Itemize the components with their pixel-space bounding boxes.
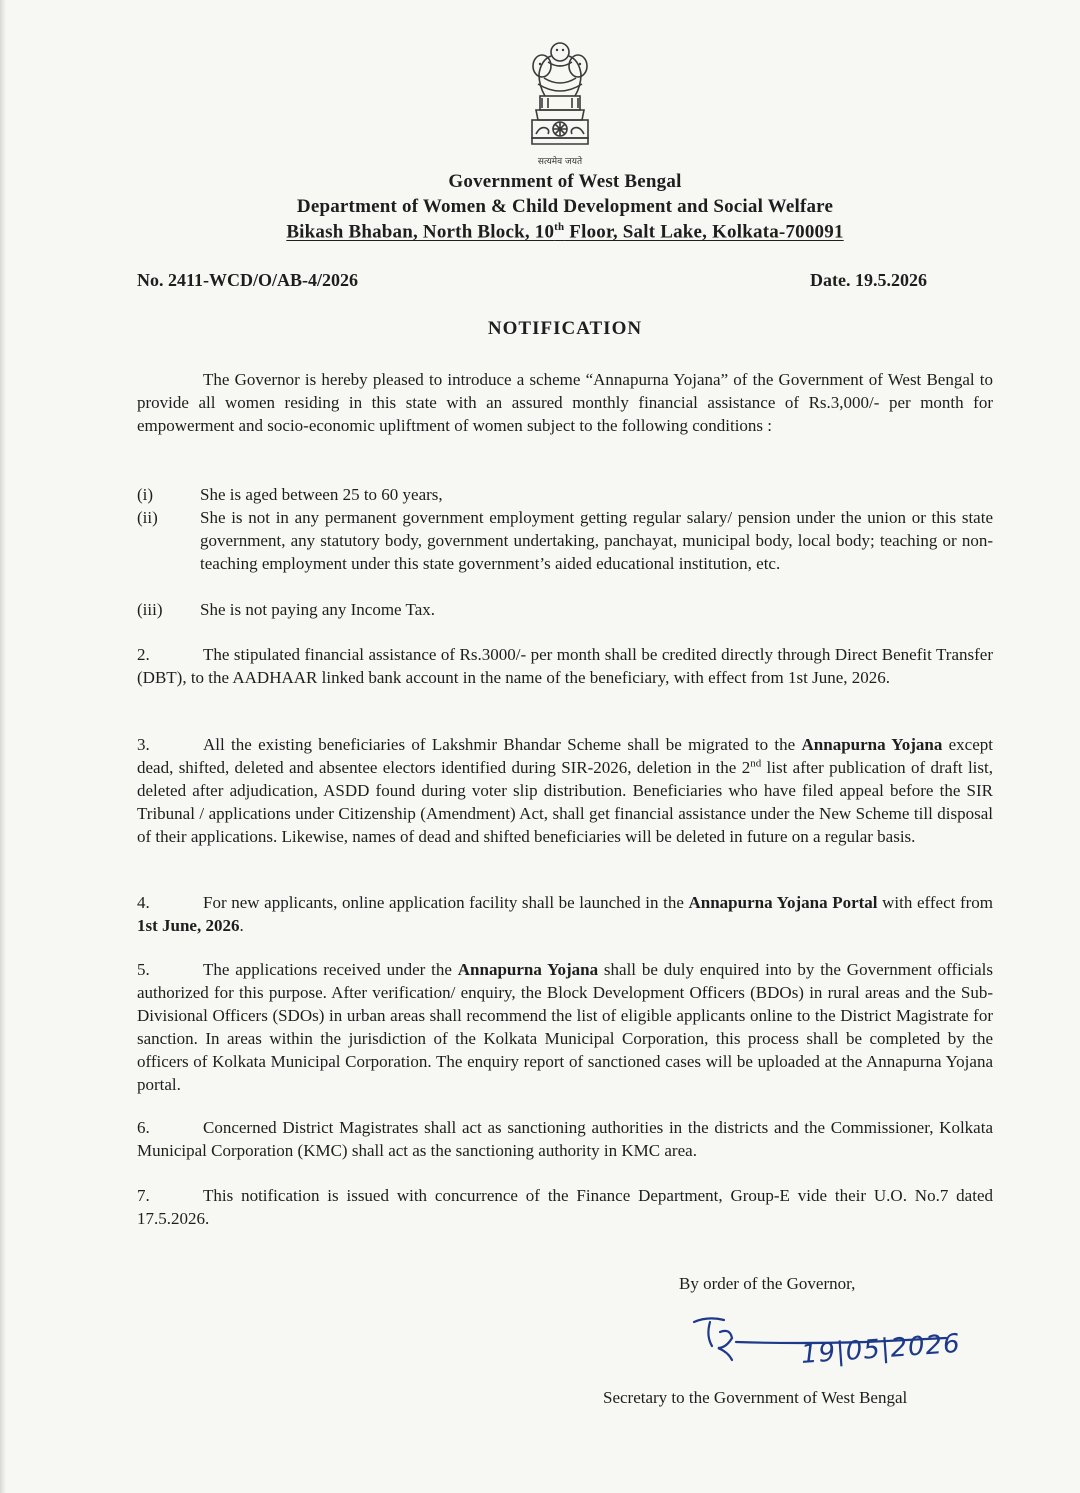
header-address [0,221,1080,243]
address-text: Bikash Bhaban, North Block, 10 [286,221,555,243]
paragraph-text: The stipulated financial assistance of Rs.3000/- per month shall be credited directly through Direct Benefit Transfer (DBT), to the AADHAAR linked bank account in the name of the beneficiary, with effect from 1st June, 2026. [137,645,993,687]
condition-text: She is aged between 25 to 60 years, [200,485,443,504]
paragraph-4 [137,891,993,937]
document-title: NOTIFICATION [487,318,643,339]
paragraph-text: with effect from [877,893,993,912]
condition-item [137,598,993,621]
ordinal-superscript: nd [750,757,762,770]
paragraph-text: All the existing beneficiaries of Lakshmir Bhandar Scheme shall be migrated to the [203,735,802,754]
signatory-designation: Secretary to the Government of West Bengal [603,1388,908,1407]
paragraph-5 [137,958,993,1096]
reference-date: Date. 19.5.2026 [810,270,927,290]
condition-label: (i) [137,485,154,504]
emblem-motto: सत्यमेव जयते [537,157,583,167]
paragraph-number: 5. [137,960,150,979]
launch-date-bold: 1st June, 2026 [137,916,240,935]
condition-label: (ii) [137,508,158,527]
paragraph-text: Concerned District Magistrates shall act as sanctioning authorities in the districts and the Commissioner, Kolkata Municipal Corporation (KMC) shall act as the sanctioning authority in KMC area. [137,1118,993,1160]
intro-paragraph: The Governor is hereby pleased to introduce a scheme “Annapurna Yojana” of the Government of West Bengal to provide all women residing in this state with an assured monthly financial assistance of Rs.3,000/- per month for empowerment and socio-economic upliftment of women subject to the following conditions : [137,370,993,435]
paragraph-6 [137,1116,993,1162]
header-government: Government of West Bengal [448,171,682,192]
handwritten-date: 19|05|2026 [800,1328,962,1370]
paragraph-text: The applications received under the [203,960,458,979]
condition-text: She is not in any permanent government employment getting regular salary/ pension under the union or this state government, any statutory body, government undertaking, panchayat, municipal body, local body; teaching or non-teaching employment under this state government’s aided educational institution, etc. [200,508,993,573]
paragraph-number: 3. [137,735,150,754]
address-text-continued: Floor, Salt Lake, Kolkata-700091 [564,221,844,243]
paragraph-3 [137,733,993,848]
portal-name-bold: Annapurna Yojana Portal [688,893,878,912]
header-department: Department of Women & Child Development and Social Welfare [296,196,834,217]
paragraph-text: This notification is issued with concurrence of the Finance Department, Group-E vide their U.O. No.7 dated 17.5.2026. [137,1186,993,1228]
condition-text: She is not paying any Income Tax. [200,600,436,619]
by-order-line: By order of the Governor, [679,1274,856,1293]
paragraph-text: except dead, shifted, deleted and absentee electors identified during SIR-2026, deletion in the 2 [137,735,994,777]
paragraph-text: For new applicants, online application facility shall be launched in the [203,893,689,912]
state-emblem-of-india-icon [518,38,602,156]
paragraph-text: . [239,916,244,935]
paragraph-number: 7. [137,1186,150,1205]
scheme-name-bold: Annapurna Yojana [457,960,599,979]
condition-item [137,483,993,506]
paragraph-7 [137,1184,993,1230]
scheme-name-bold: Annapurna Yojana [801,735,943,754]
condition-item [137,506,993,575]
address-superscript: th [554,221,565,233]
paragraph-text: shall be duly enquired into by the Government officials authorized for this purpose. After verification/ enquiry, the Block Development Officers (BDOs) in rural areas and the Sub-Divisional Officers (SDOs) in urban areas shall recommend the list of eligible applicants online to the District Magistrate for sanction. In areas within the jurisdiction of the Kolkata Municipal Corporation, this process shall be completed by the officers of Kolkata Municipal Corporation. The enquiry report of sanctioned cases will be uploaded at the Annapurna Yojana portal. [137,960,993,1094]
condition-label: (iii) [137,600,163,619]
paragraph-text: list after publication of draft list, deleted after adjudication, ASDD found during voter slip distribution. Beneficiaries who have filed appeal before the SIR Tribunal / applications under Citizenship (Amendment) Act, shall get financial assistance under the New Scheme till disposal of their applications. Likewise, names of dead and shifted beneficiaries will be deleted in future on a regular basis. [137,758,993,846]
paragraph-number: 4. [137,893,150,912]
paragraph-number: 2. [137,645,150,664]
paragraph-2 [137,643,993,689]
paragraph-number: 6. [137,1118,150,1137]
reference-number: No. 2411-WCD/O/AB-4/2026 [137,270,359,290]
